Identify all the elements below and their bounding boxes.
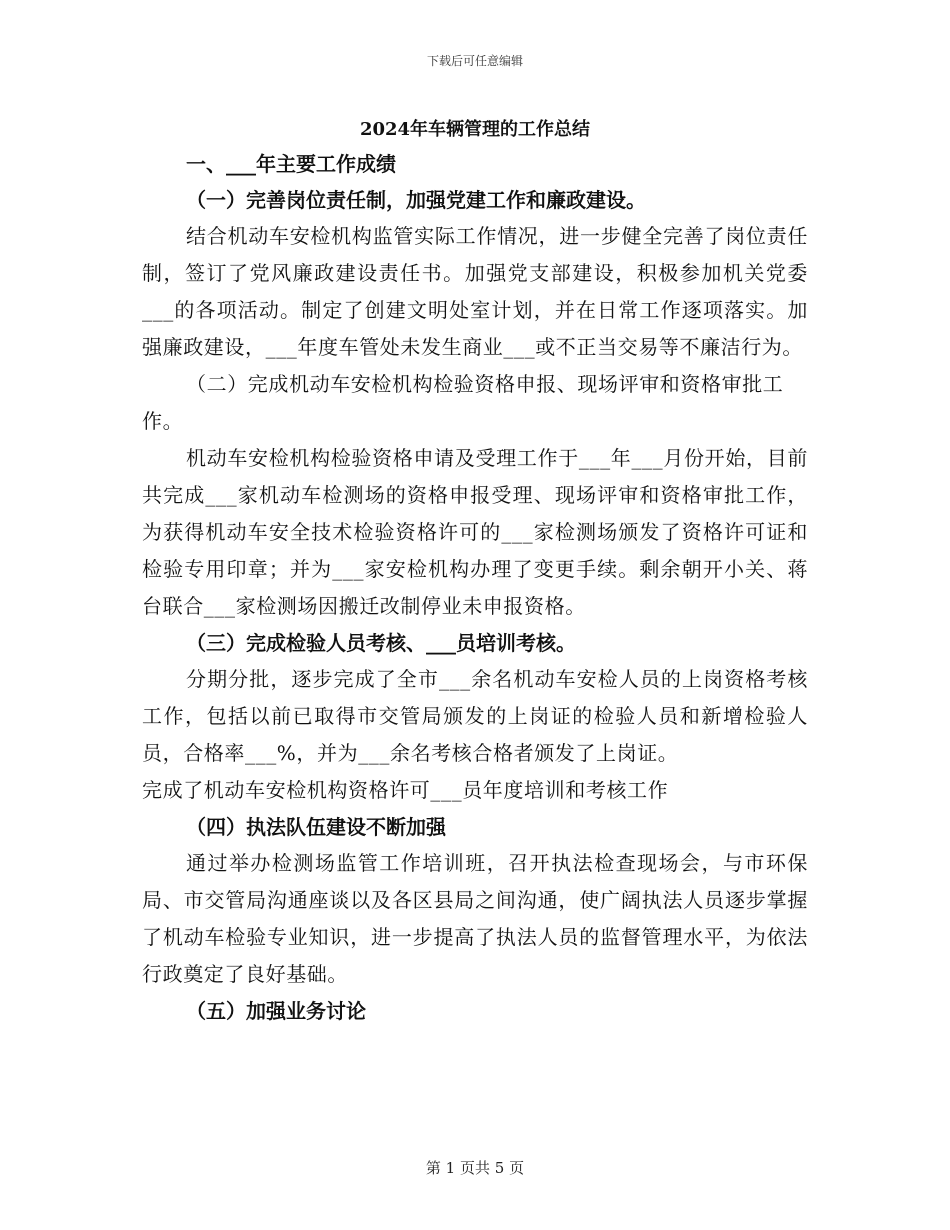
paragraph-4: 通过举办检测场监管工作培训班，召开执法检查现场会，与市环保局、市交管局沟通座谈以及各区县局之间沟通，使广阔执法人员逐步掌握了机动车检验专业知识，进一步提高了执法人员的监督管理水平，为依法行政奠定了良好基础。 xyxy=(142,851,808,986)
paragraph-3: 分期分批，逐步完成了全市___余名机动车安检人员的上岗资格考核工作，包括以前已取得市交管局颁发的上岗证的检验人员和新增检验人员，合格率___%，并为___余名考核合格者颁发了上岗证。 xyxy=(142,667,808,765)
subsection-heading-4: （四）执法队伍建设不断加强 xyxy=(186,815,446,839)
subsection-heading-3: （三）完成检验人员考核、___员培训考核。 xyxy=(186,631,576,655)
document-title: 2024年车辆管理的工作总结 xyxy=(359,119,591,140)
paragraph-3b: 完成了机动车安检机构资格许可___员年度培训和考核工作 xyxy=(142,778,669,802)
page-footer: 第 1 页共 5 页 xyxy=(425,1159,525,1177)
paragraph-1: 结合机动车安检机构监管实际工作情况，进一步健全完善了岗位责任制，签订了党风廉政建设责任书。加强党支部建设，积极参加机关党委___的各项活动。制定了创建文明处室计划，并在日常工作逐项落实。加强廉政建设，___年度车管处未发生商业___或不正当交易等不廉洁行为。 xyxy=(142,224,808,359)
document-body xyxy=(142,114,808,1029)
paragraph-2: 机动车安检机构检验资格申请及受理工作于___年___月份开始，目前共完成___家机动车检测场的资格申报受理、现场评审和资格审批工作，为获得机动车安全技术检验资格许可的___家检测场颁发了资格许可证和检验专用印章；并为___家安检机构办理了变更手续。剩余朝开小关、蒋台联合___家检测场因搬迁改制停业未申报资格。 xyxy=(142,446,808,618)
page-header: 下载后可任意编辑 xyxy=(426,54,523,68)
subsection-heading-1: （一）完善岗位责任制，加强党建工作和廉政建设。 xyxy=(186,188,646,212)
subsection-heading-2: （二）完成机动车安检机构检验资格申报、现场评审和资格审批工作。 xyxy=(142,372,784,433)
subsection-heading-5: （五）加强业务讨论 xyxy=(186,999,366,1023)
section-heading-1: 一、___年主要工作成绩 xyxy=(186,152,396,176)
